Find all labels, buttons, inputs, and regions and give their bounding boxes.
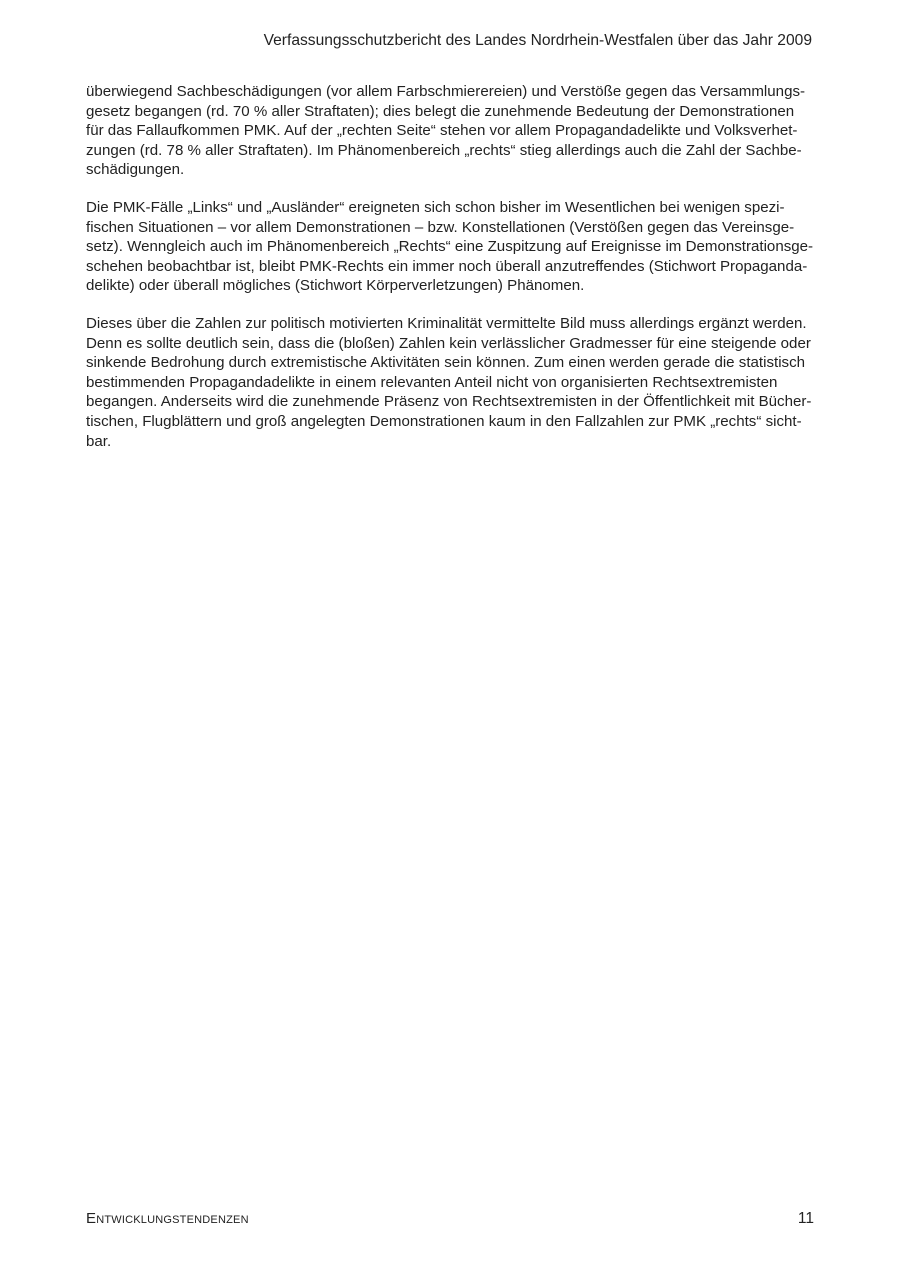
text-line: tischen, Flugblättern und groß angelegten Demonstrationen kaum in den Fallzahlen zur PMK „rechts“ sicht- <box>86 412 802 430</box>
paragraph-3 <box>86 314 814 451</box>
text-line: delikte) oder überall mögliches (Stichwort Körperverletzungen) Phänomen. <box>86 277 585 295</box>
text-line: begangen. Anderseits wird die zunehmende Präsenz von Rechtsextremisten in der Öffentlichkeit mit Bücher- <box>86 393 812 411</box>
page-number: 11 <box>797 1210 814 1227</box>
text-line: Denn es sollte deutlich sein, dass die (bloßen) Zahlen kein verlässlicher Gradmesser für eine steigende oder <box>86 334 811 352</box>
body-text <box>86 82 814 469</box>
text-line: schädigungen. <box>86 161 185 179</box>
text-line: gesetz begangen (rd. 70 % aller Straftaten); dies belegt die zunehmende Bedeutung der Demonstrationen <box>86 102 795 120</box>
text-line: Die PMK-Fälle „Links“ und „Ausländer“ ereigneten sich schon bisher im Wesentlichen bei wenigen spezi- <box>86 198 785 216</box>
running-footer <box>86 1209 814 1231</box>
text-line: überwiegend Sachbeschädigungen (vor allem Farbschmierereien) und Verstöße gegen das Versammlungs- <box>86 83 806 100</box>
text-line: schehen beobachtbar ist, bleibt PMK-Rechts ein immer noch überall anzutreffendes (Stichwort Propaganda- <box>86 257 808 275</box>
paragraph-2 <box>86 198 814 296</box>
text-line: für das Fallaufkommen PMK. Auf der „rechten Seite“ stehen vor allem Propagandadelikte und Volksverhet- <box>86 122 798 140</box>
footer-section-title: Entwicklungstendenzen <box>86 1210 249 1227</box>
text-line: zungen (rd. 78 % aller Straftaten). Im Phänomenbereich „rechts“ stieg allerdings auch die Zahl der Sachbe- <box>86 141 802 159</box>
text-line: fischen Situationen – vor allem Demonstrationen – bzw. Konstellationen (Verstößen gegen das Vereinsge- <box>86 218 795 236</box>
running-header-title: Verfassungsschutzbericht des Landes Nordrhein-Westfalen über das Jahr 2009 <box>263 32 812 49</box>
text-line: bar. <box>86 432 112 450</box>
paragraph-1 <box>86 82 814 180</box>
text-line: bestimmenden Propagandadelikte in einem relevanten Anteil nicht von organisierten Rechtsextremisten <box>86 373 778 391</box>
text-line: sinkende Bedrohung durch extremistische Aktivitäten sein können. Zum einen werden gerade die statistisch <box>86 354 806 372</box>
text-line: setz). Wenngleich auch im Phänomenbereich „Rechts“ eine Zuspitzung auf Ereignisse im Demonstrationsge- <box>86 238 814 256</box>
text-line: Dieses über die Zahlen zur politisch motivierten Kriminalität vermittelte Bild muss allerdings ergänzt werden. <box>86 314 807 332</box>
